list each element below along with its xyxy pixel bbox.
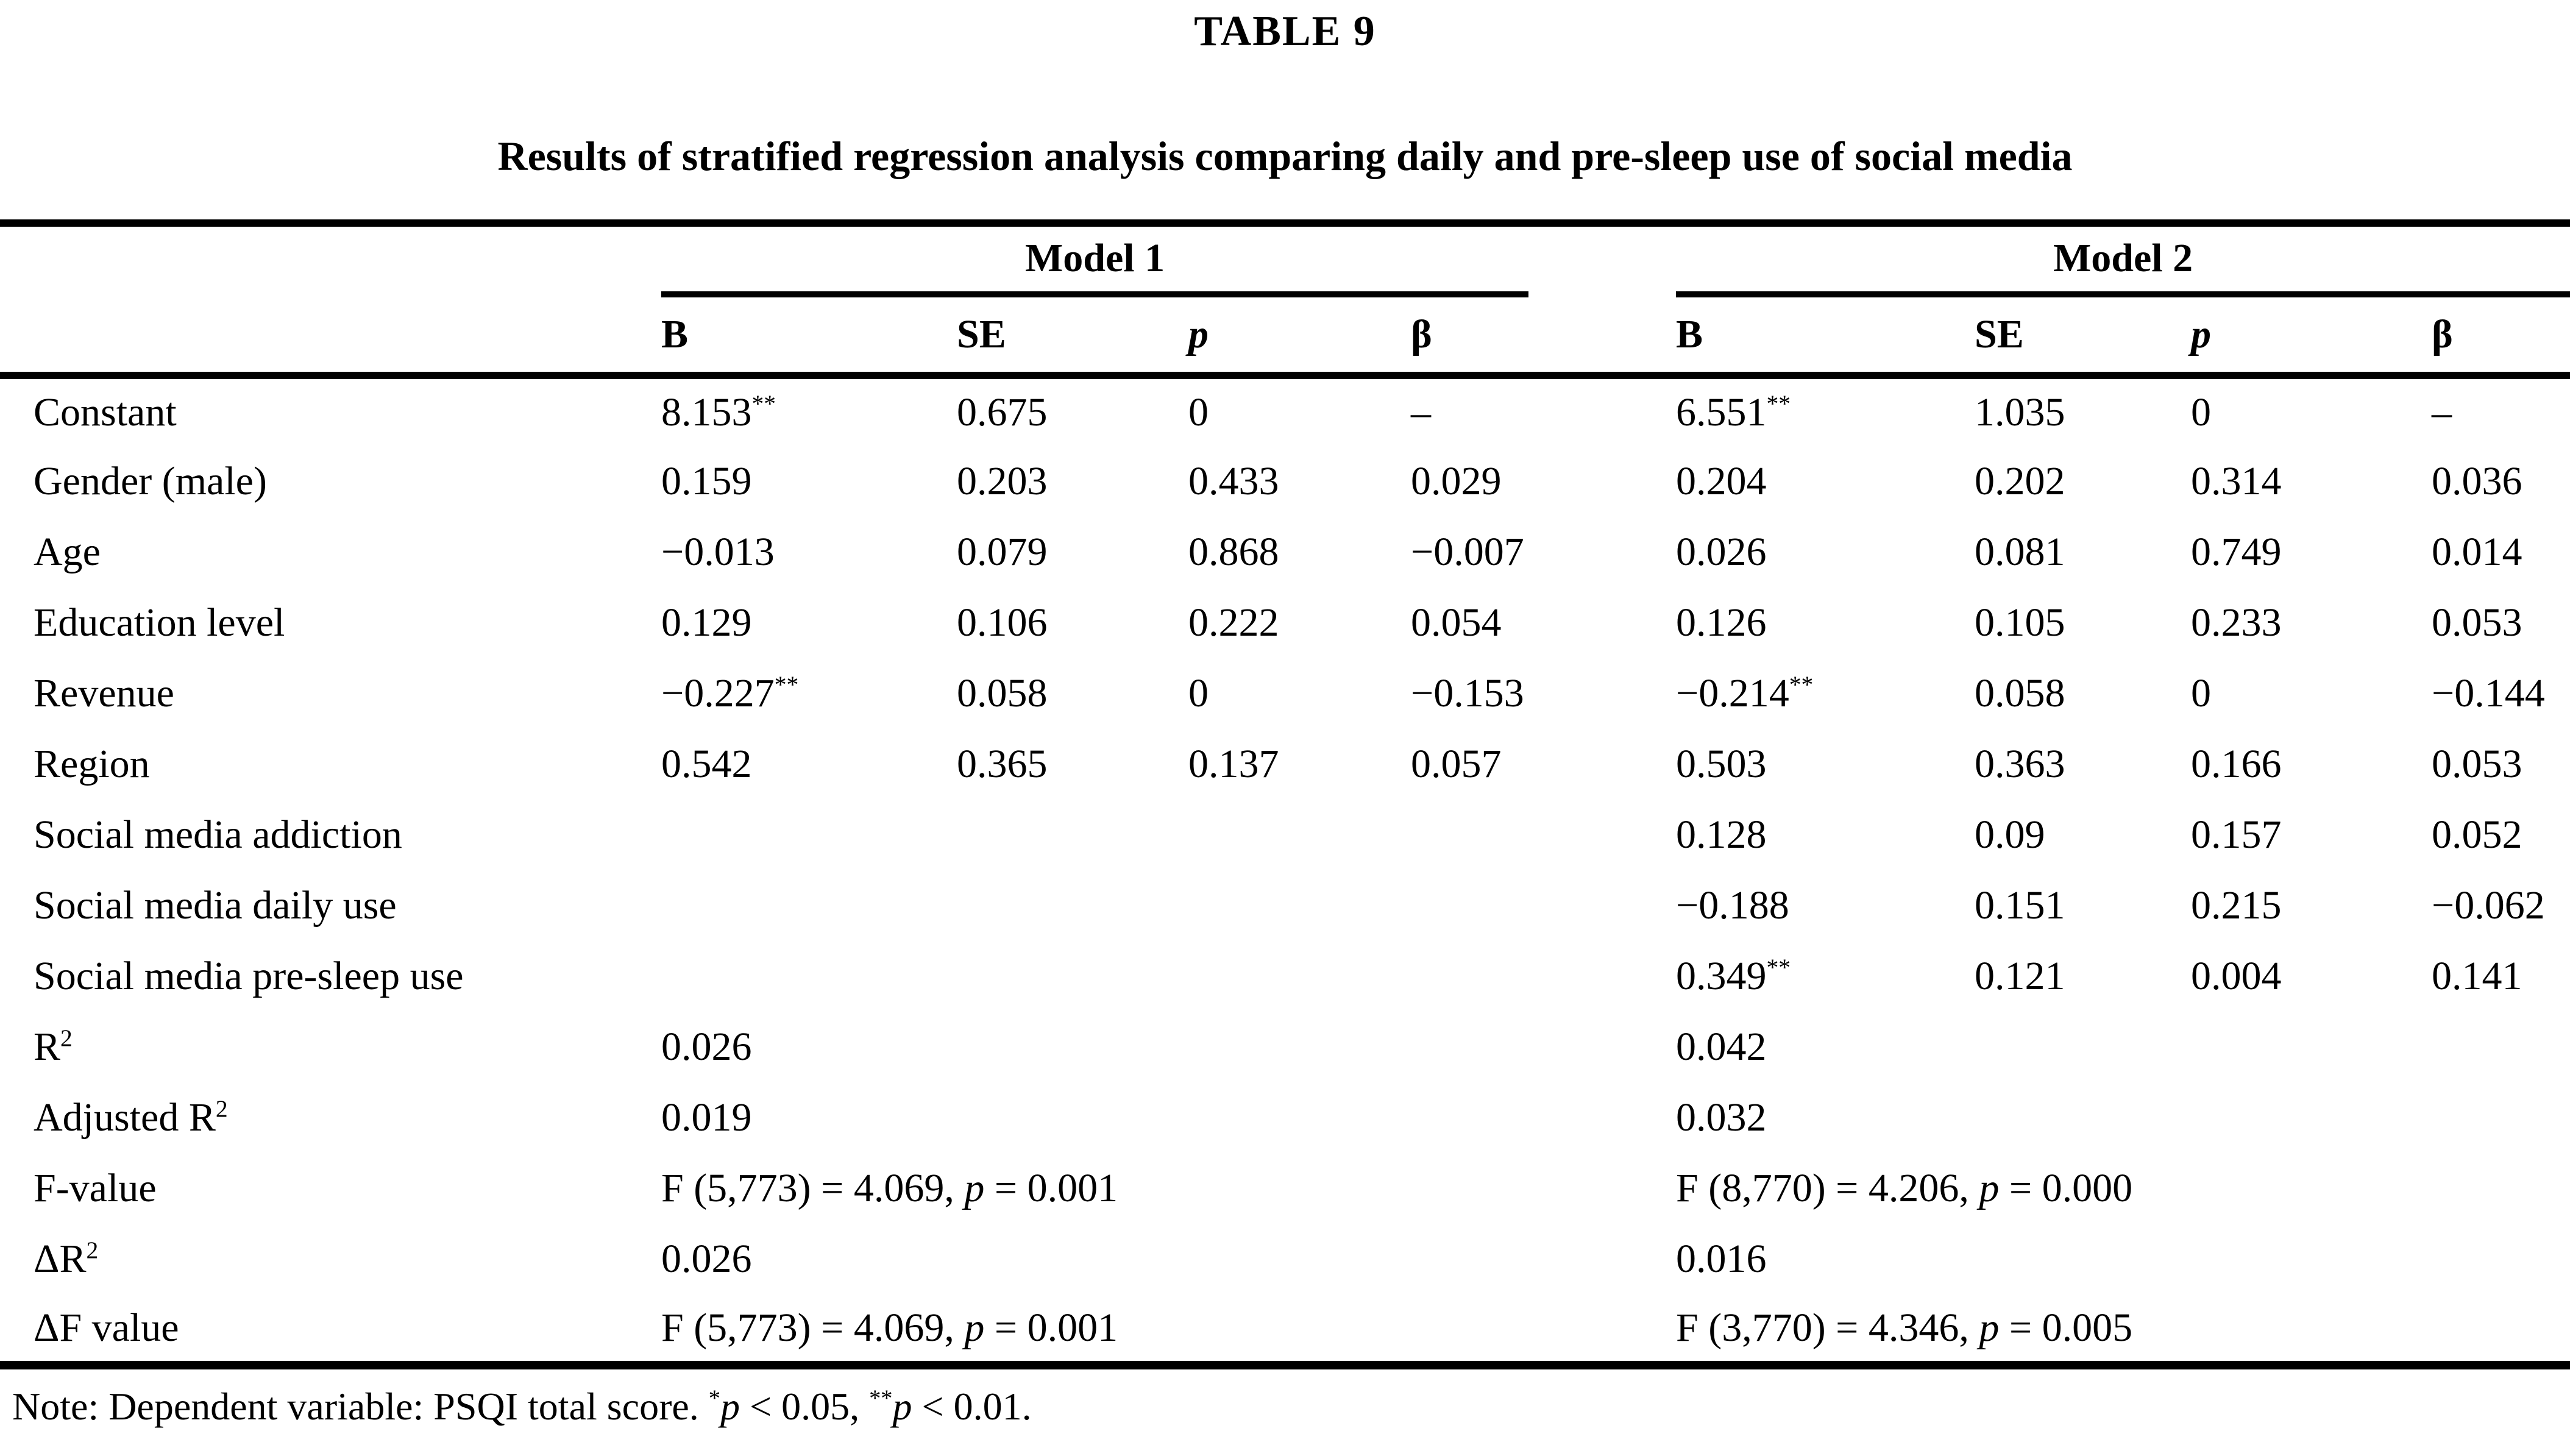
value-cell: 0.105 bbox=[1975, 600, 2065, 645]
col-header-p-m2: p bbox=[2191, 297, 2432, 375]
row-label: Social media addiction bbox=[34, 812, 402, 857]
col-header-beta-m2: β bbox=[2432, 297, 2570, 375]
row-label: Age bbox=[34, 530, 101, 574]
value-cell: 0.036 bbox=[2432, 459, 2522, 503]
page-title: TABLE 9 bbox=[1194, 8, 1376, 55]
value-cell: 0.016 bbox=[1676, 1237, 1767, 1281]
value-cell: −0.013 bbox=[661, 530, 775, 574]
value-cell: 0.058 bbox=[1975, 671, 2065, 716]
row-label: Social media daily use bbox=[34, 883, 397, 928]
row-label: Constant bbox=[34, 390, 177, 435]
value-cell: 0.141 bbox=[2432, 954, 2522, 998]
value-cell: 0.057 bbox=[1411, 742, 1502, 786]
row-label: Education level bbox=[34, 600, 285, 645]
value-cell: 0.137 bbox=[1188, 742, 1279, 786]
value-cell: 1.035 bbox=[1975, 390, 2065, 435]
model2-group-cell bbox=[1676, 223, 2570, 297]
table-row bbox=[0, 517, 2570, 588]
value-cell bbox=[957, 1224, 1188, 1294]
value-cell: 0.128 bbox=[1676, 812, 1767, 857]
value-cell: 0.129 bbox=[661, 600, 752, 645]
value-cell: 0.166 bbox=[2191, 742, 2282, 786]
value-cell bbox=[2432, 1012, 2570, 1082]
empty-corner-cell bbox=[0, 297, 661, 375]
table-row bbox=[0, 658, 2570, 729]
value-cell: 0.157 bbox=[2191, 812, 2282, 857]
value-cell: 0.433 bbox=[1188, 459, 1279, 503]
value-cell: 0.026 bbox=[1676, 530, 1767, 574]
row-label: Revenue bbox=[34, 671, 174, 716]
value-cell: 0.058 bbox=[957, 671, 1048, 716]
value-cell bbox=[661, 941, 957, 1012]
value-cell: −0.144 bbox=[2432, 671, 2545, 716]
value-cell: 0.121 bbox=[1975, 954, 2065, 998]
value-cell: 0.019 bbox=[661, 1095, 752, 1140]
value-cell: 0.106 bbox=[957, 600, 1048, 645]
table-row bbox=[0, 1012, 2570, 1082]
table-row bbox=[0, 1294, 2570, 1365]
value-cell: 8.153** bbox=[661, 390, 776, 435]
value-cell: 0.203 bbox=[957, 459, 1048, 503]
table-row bbox=[0, 800, 2570, 870]
value-cell: 0.314 bbox=[2191, 459, 2282, 503]
value-cell: −0.227** bbox=[661, 671, 799, 716]
value-cell: 0.026 bbox=[661, 1237, 752, 1281]
value-cell bbox=[1411, 1082, 1676, 1153]
table-row bbox=[0, 588, 2570, 658]
table-row bbox=[0, 446, 2570, 517]
value-cell bbox=[957, 1012, 1188, 1082]
value-cell: 0.081 bbox=[1975, 530, 2065, 574]
value-cell bbox=[1411, 1012, 1676, 1082]
value-cell: −0.214** bbox=[1676, 671, 1814, 716]
value-cell: 0.349** bbox=[1676, 954, 1791, 998]
row-label: Gender (male) bbox=[34, 459, 267, 503]
value-cell: −0.062 bbox=[2432, 883, 2545, 928]
col-header-b-m2: B bbox=[1676, 297, 1975, 375]
regression-table bbox=[0, 219, 2570, 1369]
value-cell: 0.542 bbox=[661, 742, 752, 786]
value-cell-span-model2: F (3,770) = 4.346, p = 0.005 bbox=[1676, 1294, 2570, 1365]
row-label: Adjusted $R^2$ bbox=[34, 1095, 228, 1140]
value-cell: 0.159 bbox=[661, 459, 752, 503]
table-note: Note: Dependent variable: PSQI total score. *p < 0.05, **p < 0.01. bbox=[12, 1385, 1032, 1428]
value-cell: – bbox=[2432, 390, 2452, 435]
row-label: $R^2$ bbox=[34, 1025, 73, 1069]
col-header-se-m2: SE bbox=[1975, 297, 2191, 375]
value-cell bbox=[661, 870, 957, 941]
value-cell: 0.042 bbox=[1676, 1025, 1767, 1069]
table-row bbox=[0, 729, 2570, 800]
table-row bbox=[0, 375, 2570, 446]
value-cell: 0.749 bbox=[2191, 530, 2282, 574]
value-cell: 0.029 bbox=[1411, 459, 1502, 503]
value-cell: 0.868 bbox=[1188, 530, 1279, 574]
model1-group-cell bbox=[661, 223, 1676, 297]
value-cell: 0.079 bbox=[957, 530, 1048, 574]
value-cell bbox=[1188, 1012, 1411, 1082]
value-cell bbox=[1188, 800, 1411, 870]
value-cell: 0.215 bbox=[2191, 883, 2282, 928]
value-cell bbox=[2191, 1082, 2432, 1153]
value-cell: 0.204 bbox=[1676, 459, 1767, 503]
value-cell bbox=[1411, 800, 1676, 870]
col-header-se-m1: SE bbox=[957, 297, 1188, 375]
value-cell-span-model1: F (5,773) = 4.069, p = 0.001 bbox=[661, 1294, 1676, 1365]
value-cell: 0.126 bbox=[1676, 600, 1767, 645]
value-cell: 0.053 bbox=[2432, 600, 2522, 645]
value-cell: 0.09 bbox=[1975, 812, 2045, 857]
table-row bbox=[0, 1224, 2570, 1294]
value-cell: 0.222 bbox=[1188, 600, 1279, 645]
value-cell: 0.503 bbox=[1676, 742, 1767, 786]
table-row bbox=[0, 1153, 2570, 1224]
value-cell bbox=[1188, 870, 1411, 941]
value-cell: 0.053 bbox=[2432, 742, 2522, 786]
value-cell bbox=[2432, 1082, 2570, 1153]
value-cell bbox=[2191, 1224, 2432, 1294]
column-header-row bbox=[0, 297, 2570, 375]
value-cell: 0.054 bbox=[1411, 600, 1502, 645]
value-cell bbox=[2432, 1224, 2570, 1294]
value-cell bbox=[661, 800, 957, 870]
table-row bbox=[0, 1082, 2570, 1153]
value-cell: 0 bbox=[2191, 390, 2212, 435]
value-cell-span-model1: F (5,773) = 4.069, p = 0.001 bbox=[661, 1166, 1118, 1210]
value-cell: 0 bbox=[2191, 671, 2212, 716]
value-cell bbox=[957, 1082, 1188, 1153]
value-cell-span-model2: F (8,770) = 4.206, p = 0.000 bbox=[1676, 1166, 2133, 1210]
value-cell: 0.365 bbox=[957, 742, 1048, 786]
value-cell: −0.007 bbox=[1411, 530, 1524, 574]
row-label: Region bbox=[34, 742, 150, 786]
table-row bbox=[0, 870, 2570, 941]
table-subtitle: Results of stratified regression analysis comparing daily and pre-sleep use of social media bbox=[497, 133, 2073, 179]
value-cell: 0 bbox=[1188, 671, 1209, 716]
row-label: Social media pre-sleep use bbox=[34, 954, 464, 998]
group-header-row bbox=[0, 223, 2570, 297]
col-header-p-m1: p bbox=[1188, 297, 1411, 375]
value-cell bbox=[1188, 941, 1411, 1012]
value-cell: 6.551** bbox=[1676, 390, 1791, 435]
col-header-beta-m1: β bbox=[1411, 297, 1676, 375]
value-cell: 0.032 bbox=[1676, 1095, 1767, 1140]
value-cell: 0.202 bbox=[1975, 459, 2065, 503]
model2-group-header: Model 2 bbox=[1676, 235, 2570, 297]
value-cell: 0.014 bbox=[2432, 530, 2522, 574]
value-cell: −0.153 bbox=[1411, 671, 1524, 716]
value-cell: 0.026 bbox=[661, 1025, 752, 1069]
row-label: $\Delta R^2$ bbox=[34, 1237, 99, 1281]
value-cell: 0.233 bbox=[2191, 600, 2282, 645]
value-cell bbox=[1188, 1082, 1411, 1153]
value-cell bbox=[1975, 1082, 2191, 1153]
value-cell: – bbox=[1411, 390, 1431, 435]
value-cell: −0.188 bbox=[1676, 883, 1789, 928]
value-cell bbox=[1975, 1224, 2191, 1294]
value-cell bbox=[1975, 1012, 2191, 1082]
model1-group-header: Model 1 bbox=[661, 235, 1528, 297]
value-cell bbox=[957, 870, 1188, 941]
value-cell: 0 bbox=[1188, 390, 1209, 435]
value-cell bbox=[2191, 1012, 2432, 1082]
value-cell bbox=[1411, 870, 1676, 941]
table-row bbox=[0, 941, 2570, 1012]
value-cell: 0.675 bbox=[957, 390, 1048, 435]
value-cell bbox=[1411, 941, 1676, 1012]
value-cell bbox=[1188, 1224, 1411, 1294]
value-cell bbox=[957, 800, 1188, 870]
col-header-b-m1: B bbox=[661, 297, 957, 375]
value-cell: 0.052 bbox=[2432, 812, 2522, 857]
value-cell: 0.004 bbox=[2191, 954, 2282, 998]
value-cell: 0.151 bbox=[1975, 883, 2065, 928]
empty-corner-cell bbox=[0, 223, 661, 297]
row-label: ΔF value bbox=[0, 1294, 661, 1365]
row-label: F-value bbox=[34, 1166, 157, 1210]
value-cell: 0.363 bbox=[1975, 742, 2065, 786]
value-cell bbox=[957, 941, 1188, 1012]
value-cell bbox=[1411, 1224, 1676, 1294]
